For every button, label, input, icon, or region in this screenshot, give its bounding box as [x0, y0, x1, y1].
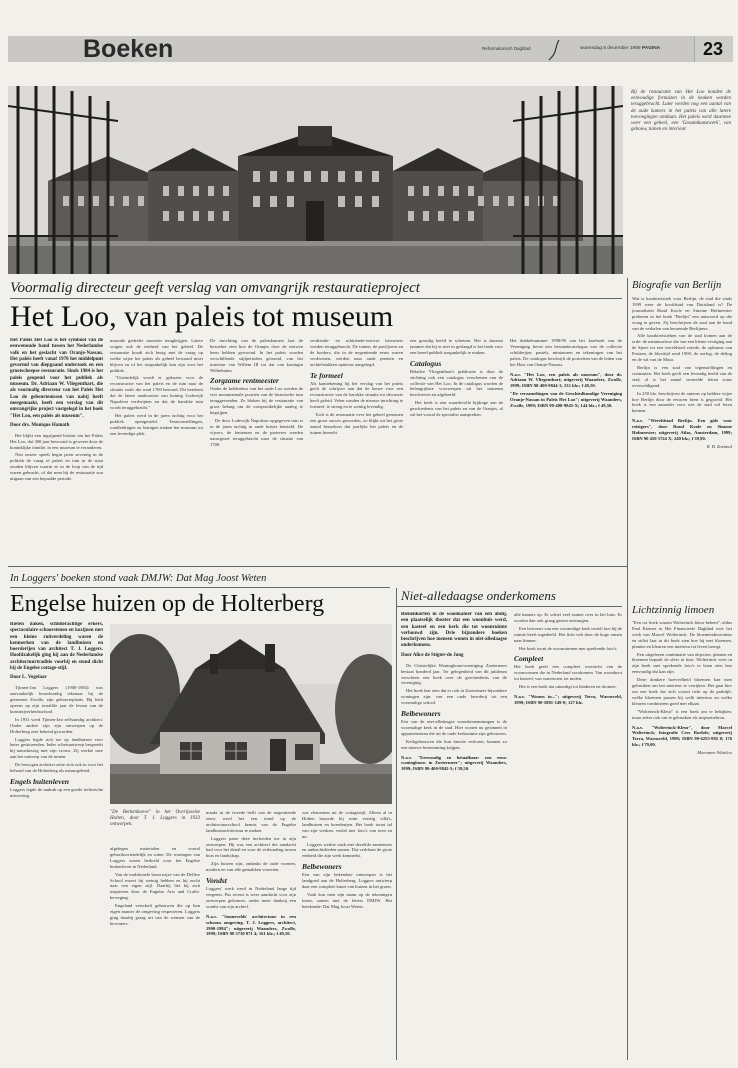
loo-column-3	[210, 338, 303, 560]
paragraph: Het blijkt een ingrijpend besluit om het Paleis Het Loo, dat 300 jaar bewoond is geweest door de koninklijke familie, in een museum te veranderen.	[10, 432, 103, 450]
paragraph: Onder de kelderdeur van het oude Loo werden de vier monumentale poorten van de historische tuin teruggevonden. Ze bleken bij de restauratie van groot belang om de oorspronkelijke aanleg te begrijpen.	[210, 386, 303, 416]
book-credit: N.a.v. "Wolterinck-Kleur", door Marcel Wolterinck; fotografie Cees Roelofs; uitgeverij Terra, Warnsveld, 1999; ISBN 90-6255-882 8; 176 blz.; f 79,00.	[632, 724, 732, 748]
paragraph: museale gedeelte moesten terugkrijgen. Latere vragen ook de eenheid van het geheel. De restauratie houdt zich bezig met de vraag op welke wijze het paleis als geheel bewaard moet blijven en of het toegankelijk kan zijn voor het publiek.	[110, 338, 203, 373]
paragraph: Kerkgebouwen die hun functie verloren, kunnen zo een nieuwe bestemming krijgen.	[401, 738, 507, 750]
berlijn-title: Biografie van Berlijn	[632, 280, 722, 291]
page-number: 23	[702, 39, 724, 59]
paragraph: alle kamers op. Er schiet veel ruimte over in het huis. Er worden dan ook graag gasten ontvangen.	[514, 612, 622, 623]
paleis-photo-caption: Bij de restauratie van Het Loo konden de eenvoudige fornuizen in de keuken worden teruggebracht. Later werden nog een aantal van de oude kamers in het paleis van alle latere toevoegingen ontdaan. Het paleis werd daarmee weer een geheel, een 'Gesamtkunstwerk', van gebouw, tuinen en interieur.	[631, 90, 731, 133]
alledaags-subhead-compleet: Compleet	[514, 654, 544, 664]
column-divider	[396, 588, 397, 1060]
paragraph: Een van de niet-alledaagse woonbestemmingen is de voormalige kerk in de stad. Hier wonen nu gezinnen in appartementen die uit de oude kerkruimte zijn gehouwen.	[401, 719, 507, 736]
paragraph: Het boek is een waardevolle bijdrage aan de geschiedenis van het paleis en van de Oranjes, al zal het vooral de specialist aanspreken.	[410, 400, 503, 418]
lichtzinnig-title: Lichtzinnig limoen	[632, 604, 715, 616]
paragraph: maakt in de tweede helft van de negentiende eeuw werd het een trend op de architectuurschool kennis van de Engelse landhuisarchitectuur te maken.	[206, 810, 296, 833]
holterberg-subhead-buitenleven: Engels buitenleven	[10, 776, 69, 786]
loo-headline: Het Loo, van paleis tot museum	[10, 300, 394, 333]
holterberg-subhead-belbewoners: Belbewoners	[302, 862, 342, 872]
paragraph: Het paleis werd in de jaren tachtig voor het publiek opengesteld. Tentoonstellingen, rondleidingen en lezingen maken het museum tot een levendige plek.	[110, 412, 203, 436]
lichtzinnig-column	[632, 620, 732, 1060]
holterberg-kicker-rule	[10, 587, 390, 588]
paragraph: Berlijn is een stad van tegenstellingen en contrasten. Het boek geeft een levendig beeld van de stad, al is het aantal vermelde feiten soms overweldigend.	[632, 364, 732, 388]
page-label: PAGINA	[641, 46, 661, 51]
paragraph: Als kanttekening bij het verslag van het paleis geeft de schrijver aan dat de keuze voor een reconstructie van de barokke situatie tot discussie heeft geleid. Velen vonden de nieuwe inrichting te formeel, te streng en te weinig levendig.	[310, 380, 403, 410]
loo-column-5	[410, 338, 503, 560]
loo-column-4	[310, 338, 403, 560]
berkenhoeve-photo	[110, 624, 392, 804]
loo-column-6	[510, 338, 622, 560]
holterberg-byline: Door L. Vogelaar	[10, 675, 47, 681]
book-credit: "De verzamelingen van de Geschiedkundige Vereniging Oranje-Nassau in Paleis Het Loo"; uitgeverij Waanders, Zwolle, 1999; ISBN 90-400-9845-X; 144 blz.; f 49,50.	[510, 391, 622, 409]
alledaags-rule	[396, 606, 622, 607]
paragraph: Het dubbelnummer 1998/99 van het Jaarboek van de Vereniging bevat een bestandscatalogus van de collectie schilderijen, pastels, miniaturen en tekeningen van het paleis. De catalogus beschrijft de portretten van de leden van het Huis van Oranje-Nassau.	[510, 338, 622, 367]
holterberg-column-2	[110, 846, 200, 1060]
berkenhoeve-caption: "De Berkenhoeve" in het Overijsselse Holten, door T. J. Loggers in 1933 ontworpen.	[110, 810, 200, 828]
loo-subhead-formeel: Te formeel	[310, 370, 343, 380]
alledaags-byline: Door Alice de Stigter-de Jong	[401, 652, 464, 658]
book-credit: N.a.v. "Wereldstad Berlijn. Een gids voor reizigers", door Ruud Koole en Simone Hofmeester; uitgeverij Atlas, Amsterdam, 1999; ISBN 90 450 3724 X; 240 blz.; f 39,90.	[632, 418, 732, 441]
paragraph: In 1931 werd Tjimen-Jan zelfstandig architect. Onder andere zijn zijn ontwerpen op de Holterberg zeer bekend geworden.	[10, 716, 103, 734]
paper-name: Reformatorisch Dagblad	[482, 46, 531, 51]
paragraph: "Een rot boek waarin Wolterinck kleur bekent", aldus Paul Kiemer in Het Financieele Dagblad over het werk van Marcel Wolterinck. De bloemendecorateur en stilist laat in dit boek zien hoe hij met bloemen, planten en kleuren een interieur tot leven brengt.	[632, 620, 732, 649]
paragraph: Zijn huizen zijn, ondanks de oude vormen, modern en van alle gemakken voorzien.	[206, 861, 296, 873]
paragraph: verdiende- en achttiende-eeuwse bewoners werden teruggebracht. De tuinen, de paviljoens en de borders, die in de negentiende eeuw waren verdwenen, werden naar oude prenten en archiefstukken opnieuw aangelegd.	[310, 338, 403, 367]
paragraph: afgelegen materialen en vooral gebruiksvriendelijk en sober. De woningen van Loggers waren bedoeld voor het Engelse buitenleven in Nederland.	[110, 846, 200, 869]
holterberg-subhead-vondst: Vondst	[206, 876, 227, 886]
issue-date	[580, 46, 660, 51]
loo-byline: Door drs. Monique Hamath	[10, 422, 70, 428]
alledaags-column-2	[514, 612, 622, 1060]
paragraph: Een bewoner van een voormalige kerk vertelt hoe hij de ruimte heeft ingedeeld. Het licht valt door de hoge ramen naar binnen.	[514, 625, 622, 643]
alledaags-kicker: Niet-alledaagse onderkomens	[401, 588, 556, 603]
holterberg-kicker: In Loggers' boeken stond vaak DMJW: Dat Mag Joost Weten	[10, 573, 267, 584]
paragraph: De bewogen architect zette zich ook in voor het behoud van de Holterberg als natuurgebied.	[10, 762, 103, 774]
paragraph: Deze donkere hoeveelheid bloemen kan men gebruiken om het interieur te verrijken. Het gaat hier om een boek dat zich vooral richt op de praktijk: welke bloemen passen bij welk interieur en welke kleuren combineren goed met elkaar.	[632, 677, 732, 706]
paragraph: wat elementen uit de cottagestijl. Alleen al in Holten bouwde hij ruim veertig villa's, landhuizen en boerderijen. Het boek toont tal van zijn werken, veelal met foto's van toen en nu.	[302, 810, 392, 839]
paleis-het-loo-photo	[8, 86, 623, 274]
paragraph: Wat is karakteristiek voor Berlijn, de stad die sinds 1999 weer de hoofdstad van Duitsland is? De journalisten Ruud Koole en Simone Hofmeester proberen in het boek "Berlijn" een antwoord op die vraag te geven. Zij beschrijven de stad aan de hand van de verhalen van beroemde Berlijners.	[632, 296, 732, 331]
author: R. B. Zoetmul	[706, 443, 732, 449]
paragraph: Tjimen-Jan Loggers (1900-1984) was aanvankelijk bouwkundig tekenaar bij de gemeente Zwolle, zijn geboorteplaats. Hij leidt opeens op zijn twaalfde jaar de lessen van de kunstnijverheidsschool.	[10, 685, 103, 714]
paragraph: Loggers' werk werd in Nederland lange tijd vergeten. Pas recent is weer aandacht voor zijn ontwerpen gekomen, onder meer dankzij een vondst van zijn archief.	[206, 886, 296, 909]
paragraph: Engeland verschaft gebouwen die op hun eigen manier de omgeving respecteren. Loggers ging daarbij graag uit van de wensen van de bewoners.	[110, 903, 200, 926]
paragraph: Een van zijn bekendste ontwerpen is het landgoed aan de Holterberg. Loggers ontwierp daar een complete buurt van huizen in het groen.	[302, 872, 392, 890]
paragraph: Het boek toont de woonruimten met sprekende foto's.	[519, 645, 618, 651]
paragraph: In 250 blz. beschrijven de auteurs op heldere wijze hoe Berlijn door de eeuwen heen is gegroeid. Het boek is een aanrader voor wie de stad wil leren kennen.	[632, 390, 732, 414]
sidebar-divider	[627, 278, 628, 1060]
paragraph: Het is een boek dat uitnodigt tot bladeren en dromen.	[519, 684, 617, 690]
paragraph: Alle karakteristieken van de stad komen aan de orde: de metamorfose die van een kleine vestiging aan de Spree tot een wereldstad voerde, de opkomst van Pruisen, de bloeitijd rond 1900, de oorlog, de deling en de val van de Muur.	[632, 333, 732, 363]
alledaags-subhead-belbewoners: Belbewoners	[401, 709, 441, 719]
loo-subhead-catalogus: Catalogus	[410, 358, 442, 368]
holterberg-lead: Rieten daken, schilderachtige erkers, spectaculaire schoorstenen en kozijnen met een kleine ruitverdeling waren de kenmerken van de landhuizen en boerderijen van architect T. J. Loggers. Hoofdzakelijk ging hij aan de Nederlandse architectuurtraditie voorbij en stond dicht bij de Engelse cottage-stijl.	[10, 622, 103, 672]
loo-lead: Het Paleis Het Loo is het symbool van de eeuwenoude band tussen het Nederlandse volk en het geslacht van Oranje-Nassau. Het paleis heeft vanaf 1970 het middelpunt gevormd van diepgaand onderzoek en een grootscheepse restauratie. Sinds 1984 is het paleis geopend voor het publiek als museum. Dr. Adriaan W. Vliegenthart, die als voormalig directeur van het Paleis Het Loo de gebeurtenissen van nabij heeft meegemaakt, heeft een verslag van dit omvangrijke project vastgelegd in het boek "Het Loo, een paleis als museum".	[10, 338, 103, 419]
holterberg-column-3	[206, 810, 296, 1060]
loo-kicker: Voormalig directeur geeft verslag van omvangrijk restauratieproject	[10, 280, 420, 296]
date-text: woensdag 8 december 1999	[580, 46, 641, 51]
paragraph: "Uiteindelijk wordt er gekozen voor de reconstructie van het paleis en de tuin naar de situatie zoals die rond 1700 bestond. Dit betekent dat de latere aanbouwen van koning Lodewijk Napoleon verdwijnen en dat de barokke tuin wordt teruggebracht."	[110, 375, 203, 410]
book-credit: N.a.v. "Het Loo, een paleis als museum", door dr. Adriaan W. Vliegenthart; uitgeverij Waanders, Zwolle, 1999; ISBN 90-400-9844-1; 231 blz.; f 49,50.	[510, 371, 622, 389]
paragraph: Loggers legde rich toe op landhuizen voor beter gesitueerden. Ieder schetsontwerp bespreekt hij nauwkeurig met zijn vrouw. Zij werkte mee aan het ontwerp van de tuinen.	[10, 736, 103, 760]
paragraph: De door Lodewijk Napoleon opgegeven tuin is in de jaren tachtig in oude luister hersteld. De vijvers, de fonteinen en de parterres werden nauwgezet teruggebracht naar de situatie van 1700.	[210, 417, 303, 447]
paragraph: Het boek laat zien dat er ook in Zoetermeer bijzondere woningen zijn: van een oude boerderij tot een voormalige school.	[401, 688, 507, 706]
section-title: Boeken	[83, 35, 174, 63]
paragraph: Van de traditionele bouwwijze van de Delftse School moest hij weinig hebben en hij zocht naar een eigen stijl. Daarbij liet hij zich inspireren door de Engelse Arts and Crafts-beweging.	[110, 871, 200, 901]
berlijn-column	[632, 296, 732, 558]
alledaags-column-1	[401, 612, 507, 1060]
loo-kicker-rule	[10, 298, 622, 299]
paper-logo-icon	[545, 38, 563, 62]
paragraph: Loggers legde de nadruk op een goede technische uitvoering.	[10, 786, 103, 798]
book-credit: N.a.v. "Wonen in..."; uitgeverij Terra, Warnsveld, 1999; ISBN 90-5881-149-0; 127 blz.	[514, 694, 622, 705]
book-credit: N.a.v. "Sonnevelds' architectuur in een schoons omgeving. T. J. Loggers, architect, 1900-1984"; uitgeverij Waanders, Zwolle, 1999; ISBN 90 5730 071 4; 161 blz.; f 49,50.	[206, 913, 296, 937]
holterberg-headline: Engelse huizen op de Holterberg	[10, 591, 325, 617]
paragraph: Vaak kon men zijn naam op de tekeningen lezen, samen met de letters DMJW. Het betekende: Dat Mag Joost Weten.	[302, 891, 392, 909]
section-separator	[8, 566, 627, 567]
paragraph: Toch is de restauratie over het geheel genomen een groot succes geworden, zo blijkt uit het grote aantal bezoekers dat jaarlijks het paleis en de tuinen bezoekt.	[310, 412, 403, 435]
paragraph: Loggers paste deze invloeden toe in zijn ontwerpen. Hij was een architect die aandacht had voor het detail en voor de verhouding tussen huis en landschap.	[206, 835, 296, 859]
loo-subhead-rentmeester: Zorgzame rentmeester	[210, 376, 279, 386]
author: Marianne Witteloo	[697, 750, 732, 756]
paragraph: Het boek geeft een compleet overzicht van de woonvormen die in Nederland voorkomen. Van woonboot tot kasteel, van watertoren tot molen.	[514, 664, 622, 682]
paragraph: Niet zozeer speelt begin jaren zeventig in de politiek de vraag of paleis en tuin in de staat zouden blijven waarin ze in de loop van de tijd waren gebracht, of dat men bij de restauratie zou uitgaan van een bepaalde periode.	[10, 452, 103, 482]
paragraph: De Christelijke Woningbouwvereniging Zoetermeer bestaat honderd jaar. Ter gelegenheid van dit jubileum verscheen een boek over de geschiedenis van de vereniging.	[401, 662, 507, 686]
paragraph: Een uitgelezen combinatie van objecten, planten en bloemen bepaalt de sfeer in huis. Wolterinck weet in zijn boek met sprekende foto's te laten zien hoe eenvoudig dat kan zijn.	[632, 651, 732, 675]
holterberg-column-4	[302, 810, 392, 1060]
paragraph: "Wolterinck-Kleur" is een boek om te bekijken, maar zeker ook om te gebruiken als inspiratiebron.	[632, 708, 732, 720]
paragraph: Loggers werkte vaak met dezelfde aannemers en ambachtslieden samen. Dat verklaart de grote eenheid die zijn werk kenmerkt.	[302, 841, 392, 859]
alledaags-lead: Bienenkörfen in de woonkamer van een abdij, een plaatselijk theater dat een woonhuis werd, een kasteel en een kerk die tot woonruimte verbouwd zijn. Drie bijzondere boeken beschrijven hoe mensen wonen in niet-alledaagse onderkomens.	[401, 612, 507, 649]
paragraph: De inrichting van de paleiskamers laat de bezoeker zien hoe de Oranjes door de eeuwen heen hebben gewoond. In het paleis worden verschillende stijlperioden getoond, van het interieur van Willem III tot dat van koningin Wilhelmina.	[210, 338, 303, 373]
paragraph: een grondig beeld te schetsen. Het is daarom jammer dat bij er niet in geslaagd is het boek voor een breed publiek toegankelijk te maken.	[410, 338, 503, 355]
holterberg-column-1	[10, 622, 103, 1060]
paragraph: Behalve Vliegenthart's publicatie is door de stichting ook een catalogus verschenen van de collectie van Het Loo. In de catalogus worden de belangrijkste voorwerpen uit het museum beschreven en afgebeeld.	[410, 368, 503, 398]
loo-column-2	[110, 338, 203, 560]
loo-column-1	[10, 338, 103, 560]
book-credit: N.a.v. "Eenvoudig en betaalbaar: een eeuw woningbouw in Zoetermeer"; uitgeverij Waanders, 1999; ISBN 90-400-9842-5; f 39,50.	[401, 754, 507, 772]
